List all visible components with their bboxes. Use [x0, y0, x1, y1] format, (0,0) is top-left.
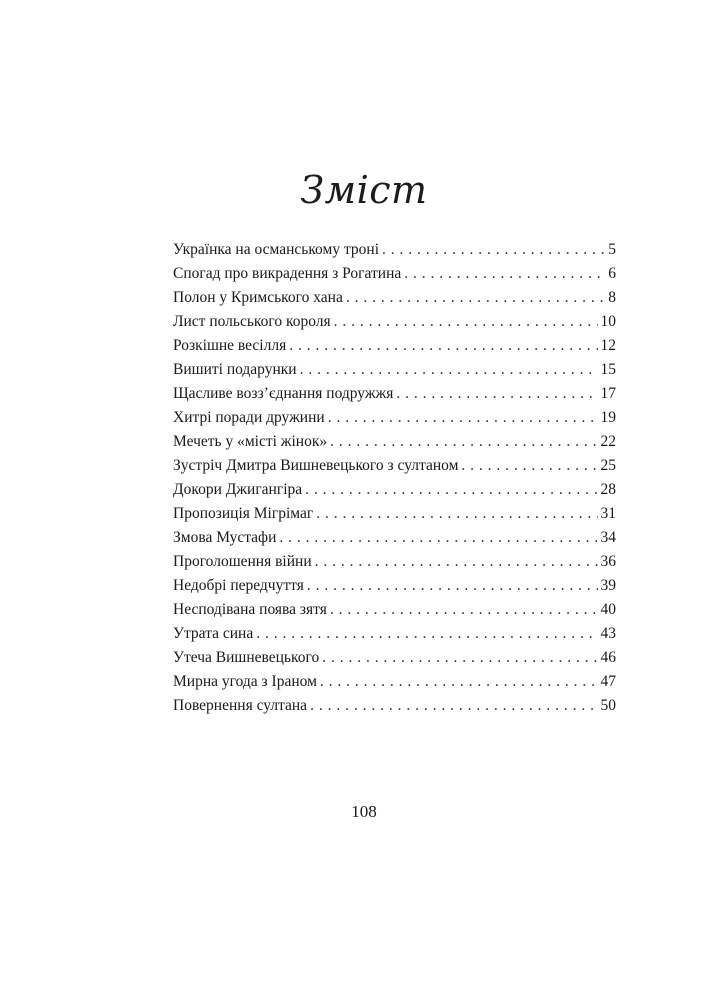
toc-entry [173, 694, 616, 718]
toc-leader-dots [322, 646, 597, 670]
toc-entry-title: Недобрі передчуття [173, 577, 304, 594]
toc-entry [173, 502, 616, 526]
toc-entry-page: 6 [608, 265, 616, 282]
toc-leader-dots [279, 526, 597, 550]
page-title: Зміст [300, 168, 428, 212]
toc-leader-dots [334, 310, 598, 334]
toc-entry-page: 25 [600, 457, 616, 474]
table-of-contents [173, 238, 616, 718]
toc-entry-page: 46 [600, 649, 616, 666]
toc-entry-title: Хитрі поради дружини [173, 409, 325, 426]
toc-leader-dots [316, 502, 597, 526]
toc-entry-page: 22 [600, 433, 616, 450]
toc-entry-page: 12 [600, 337, 616, 354]
toc-leader-dots [346, 286, 605, 310]
toc-entry [173, 646, 616, 670]
toc-leader-dots [289, 334, 597, 358]
toc-entry [173, 358, 616, 382]
toc-entry-page: 40 [600, 601, 616, 618]
toc-entry-page: 10 [600, 313, 616, 330]
toc-entry-page: 43 [600, 625, 616, 642]
page-number: 108 [351, 802, 377, 821]
toc-entry-page: 19 [600, 409, 616, 426]
toc-entry [173, 238, 616, 262]
toc-entry [173, 382, 616, 406]
toc-entry-title: Змова Мустафи [173, 529, 277, 546]
toc-entry [173, 526, 616, 550]
toc-entry [173, 262, 616, 286]
toc-entry-title: Спогад про викрадення з Рогатина [173, 265, 402, 282]
toc-entry-page: 36 [600, 553, 616, 570]
toc-leader-dots [307, 574, 598, 598]
toc-entry-title: Зустріч Дмитра Вишневецького з султаном [173, 457, 459, 474]
toc-entry-page: 28 [600, 481, 616, 498]
toc-entry [173, 670, 616, 694]
toc-entry-title: Розкішне весілля [173, 337, 287, 354]
toc-entry-title: Щасливе возз’єднання подружжя [173, 385, 394, 402]
toc-leader-dots [256, 622, 597, 646]
toc-entry-title: Мечеть у «місті жінок» [173, 433, 328, 450]
toc-leader-dots [404, 262, 605, 286]
toc-entry [173, 574, 616, 598]
toc-entry-title: Докори Джигангіра [173, 481, 303, 498]
toc-entry-title: Несподівана поява зятя [173, 601, 327, 618]
toc-entry-page: 47 [600, 673, 616, 690]
toc-leader-dots [330, 430, 597, 454]
toc-entry [173, 430, 616, 454]
toc-entry [173, 310, 616, 334]
toc-entry-page: 39 [600, 577, 616, 594]
toc-leader-dots [328, 406, 598, 430]
toc-entry [173, 550, 616, 574]
toc-entry-title: Утеча Вишневецького [173, 649, 320, 666]
toc-entry [173, 598, 616, 622]
toc-entry-title: Проголошення війни [173, 553, 312, 570]
toc-leader-dots [330, 598, 598, 622]
toc-entry-page: 5 [608, 241, 616, 258]
toc-leader-dots [305, 478, 597, 502]
toc-leader-dots [310, 694, 597, 718]
toc-entry [173, 622, 616, 646]
toc-entry-page: 17 [600, 385, 616, 402]
toc-entry-title: Українка на османському троні [173, 241, 380, 258]
toc-entry [173, 334, 616, 358]
toc-entry [173, 454, 616, 478]
toc-entry-title: Мирна угода з Іраном [173, 673, 317, 690]
toc-entry-page: 15 [600, 361, 616, 378]
toc-leader-dots [320, 670, 598, 694]
toc-entry-title: Лист польського короля [173, 313, 331, 330]
toc-entry-page: 31 [600, 505, 616, 522]
toc-leader-dots [315, 550, 598, 574]
toc-entry-title: Полон у Кримського хана [173, 289, 343, 306]
toc-entry [173, 478, 616, 502]
toc-entry-page: 34 [600, 529, 616, 546]
toc-entry-title: Повернення султана [173, 697, 308, 714]
toc-entry-page: 8 [608, 289, 616, 306]
toc-leader-dots [382, 238, 605, 262]
toc-entry-title: Вишиті подарунки [173, 361, 297, 378]
toc-entry [173, 406, 616, 430]
toc-entry [173, 286, 616, 310]
toc-leader-dots [300, 358, 598, 382]
toc-entry-title: Утрата сина [173, 625, 254, 642]
toc-leader-dots [396, 382, 597, 406]
toc-entry-page: 50 [600, 697, 616, 714]
toc-entry-title: Пропозиція Мігрімаг [173, 505, 314, 522]
toc-leader-dots [461, 454, 597, 478]
